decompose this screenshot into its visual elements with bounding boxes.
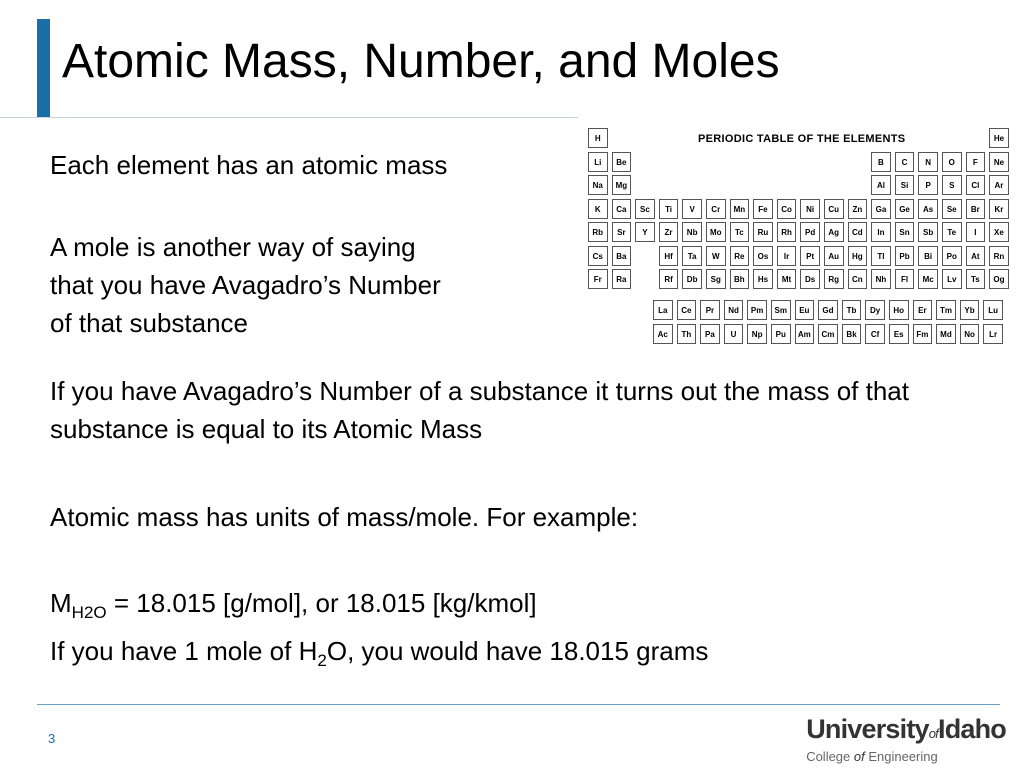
water-line-suffix: O, you would have 18.015 grams [326,636,709,667]
element-cell: Cr [706,199,726,219]
water-grams-statement [50,632,708,680]
element-cell: Pd [800,222,820,242]
element-cell: Rg [824,269,844,289]
element-cell: Y [635,222,655,242]
element-cell: Sc [635,199,655,219]
element-cell: Bk [842,324,862,344]
element-cell: Hs [753,269,773,289]
logo-wordmark [806,714,1006,749]
element-cell: Cn [848,269,868,289]
element-cell: Mt [777,269,797,289]
element-cell: Os [753,246,773,266]
element-cell: Rb [588,222,608,242]
formula-value: = 18.015 [g/mol], or 18.015 [kg/kmol] [106,588,537,618]
element-cell: Cl [966,175,986,195]
element-cell: Ts [966,269,986,289]
element-cell: Ir [777,246,797,266]
element-cell: Rh [777,222,797,242]
element-cell: Pa [700,324,720,344]
element-cell: F [966,152,986,172]
element-cell: Cd [848,222,868,242]
element-cell: Ta [682,246,702,266]
element-cell: Ds [800,269,820,289]
element-cell: Cs [588,246,608,266]
logo-college-text: College [806,749,854,764]
element-cell: Ce [677,300,697,320]
element-cell: Te [942,222,962,242]
element-cell: Np [747,324,767,344]
element-cell: Ca [612,199,632,219]
footer-divider [37,704,1000,705]
element-cell: Al [871,175,891,195]
element-cell: Md [936,324,956,344]
element-cell: Sb [918,222,938,242]
atomic-mass-statement: Each element has an atomic mass [50,150,448,180]
element-cell: Nh [871,269,891,289]
formula-symbol: M [50,588,72,618]
element-cell: Cm [818,324,838,344]
element-cell: Nb [682,222,702,242]
element-cell: Bi [918,246,938,266]
element-cell: Mc [918,269,938,289]
formula-subscript: H2O [71,603,107,623]
element-cell: O [942,152,962,172]
element-cell: Tb [842,300,862,320]
element-cell: As [918,199,938,219]
water-line-prefix: If you have 1 mole of H [50,636,318,667]
element-cell: Ge [895,199,915,219]
element-cell: Es [889,324,909,344]
element-cell: Mo [706,222,726,242]
element-cell: B [871,152,891,172]
element-cell: Ag [824,222,844,242]
university-of-idaho-logo [806,714,1006,765]
element-cell: He [989,128,1009,148]
element-cell: Og [989,269,1009,289]
element-cell: Po [942,246,962,266]
element-cell: Gd [818,300,838,320]
logo-idaho: Idaho [938,714,1006,744]
element-cell: Db [682,269,702,289]
element-cell: Sr [612,222,632,242]
logo-college [806,749,1006,765]
element-cell: Sg [706,269,726,289]
element-cell: Ti [659,199,679,219]
element-cell: S [942,175,962,195]
element-cell: Hf [659,246,679,266]
element-cell: Pt [800,246,820,266]
element-cell: Si [895,175,915,195]
mole-definition-line: of that substance [50,308,249,338]
logo-engineering: Engineering [864,749,938,764]
periodic-table-image [588,128,1012,348]
element-cell: Rn [989,246,1009,266]
element-cell: Fe [753,199,773,219]
element-cell: Ba [612,246,632,266]
units-statement: Atomic mass has units of mass/mole. For example: [50,502,639,532]
element-cell: Ne [989,152,1009,172]
title-accent-bar [37,19,50,117]
element-cell: N [918,152,938,172]
element-cell: Ra [612,269,632,289]
element-cell: Hg [848,246,868,266]
element-cell: P [918,175,938,195]
element-cell: Co [777,199,797,219]
water-line-subscript: 2 [317,651,327,671]
avogadro-mass-statement: If you have Avagadro’s Number of a substance it turns out the mass of that substance is equal to its Atomic Mass [50,376,909,444]
element-cell: Fr [588,269,608,289]
element-cell: Er [913,300,933,320]
element-cell: Nd [724,300,744,320]
slide-title: Atomic Mass, Number, and Moles [62,35,780,88]
element-cell: Tc [730,222,750,242]
element-cell: Fm [913,324,933,344]
element-cell: U [724,324,744,344]
element-cell: I [966,222,986,242]
element-cell: No [960,324,980,344]
element-cell: Lu [983,300,1003,320]
periodic-table-title: PERIODIC TABLE OF THE ELEMENTS [698,133,906,145]
element-cell: Zn [848,199,868,219]
element-cell: Li [588,152,608,172]
element-cell: Xe [989,222,1009,242]
logo-of: of [928,726,938,741]
element-cell: In [871,222,891,242]
element-cell: Tm [936,300,956,320]
element-cell: Mn [730,199,750,219]
water-example [50,584,708,680]
element-cell: Am [795,324,815,344]
mole-definition [50,228,441,342]
element-cell: Ac [653,324,673,344]
mole-definition-line: A mole is another way of saying [50,232,416,262]
mole-definition-line: that you have Avagadro’s Number [50,270,441,300]
element-cell: Pm [747,300,767,320]
element-cell: Sm [771,300,791,320]
element-cell: Au [824,246,844,266]
element-cell: Dy [865,300,885,320]
element-cell: W [706,246,726,266]
element-cell: Lv [942,269,962,289]
element-cell: Zr [659,222,679,242]
element-cell: Na [588,175,608,195]
element-cell: Rf [659,269,679,289]
element-cell: Lr [983,324,1003,344]
element-cell: Tl [871,246,891,266]
element-cell: Kr [989,199,1009,219]
element-cell: H [588,128,608,148]
element-cell: Fl [895,269,915,289]
element-cell: Pu [771,324,791,344]
element-cell: La [653,300,673,320]
element-cell: Ni [800,199,820,219]
element-cell: Sn [895,222,915,242]
element-cell: C [895,152,915,172]
page-number: 3 [48,731,56,746]
element-cell: Yb [960,300,980,320]
element-cell: Th [677,324,697,344]
element-cell: Ga [871,199,891,219]
logo-college-of: of [853,749,865,764]
logo-university: University [806,714,929,744]
element-cell: Cu [824,199,844,219]
element-cell: Pr [700,300,720,320]
element-cell: Pb [895,246,915,266]
element-cell: Be [612,152,632,172]
element-cell: Mg [612,175,632,195]
element-cell: V [682,199,702,219]
element-cell: Ho [889,300,909,320]
title-divider [0,117,578,118]
element-cell: Br [966,199,986,219]
element-cell: K [588,199,608,219]
element-cell: Ar [989,175,1009,195]
element-cell: Cf [865,324,885,344]
molar-mass-formula [50,584,708,632]
element-cell: Se [942,199,962,219]
element-cell: Ru [753,222,773,242]
element-cell: Re [730,246,750,266]
element-cell: Eu [795,300,815,320]
element-cell: Bh [730,269,750,289]
element-cell: At [966,246,986,266]
